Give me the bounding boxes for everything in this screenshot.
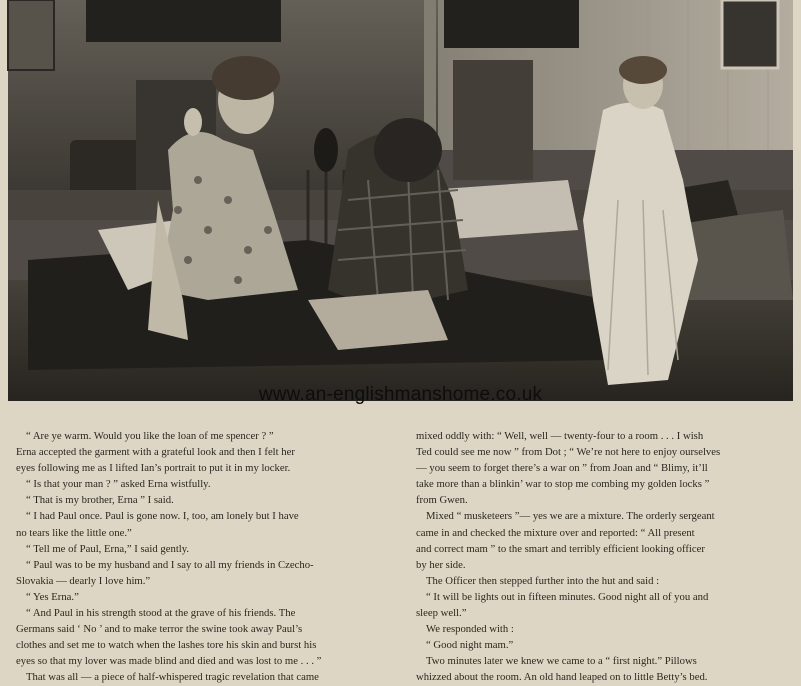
paragraph-line: “ Yes Erna.” bbox=[26, 590, 79, 603]
paragraph-line: by her side. bbox=[416, 558, 466, 571]
paragraph-line: “ Tell me of Paul, Erna,” I said gently. bbox=[26, 542, 190, 555]
paragraph-line: Erna accepted the garment with a grateful look and then I felt her bbox=[16, 446, 295, 459]
paragraph-line: from Gwen. bbox=[416, 494, 468, 507]
paragraph-line: came in and checked the mixture over and reported: “ All present bbox=[416, 526, 695, 539]
paragraph-line: Germans said ‘ No ’ and to make terror the swine took away Paul’s bbox=[16, 623, 303, 636]
paragraph-line: That was all — a piece of half-whispered tragic revelation that came bbox=[26, 671, 319, 684]
paragraph-line: Slovakia — dearly I love him.” bbox=[16, 574, 151, 587]
paragraph-line: no tears like the little one.” bbox=[16, 526, 132, 539]
paragraph-line: “ And Paul in his strength stood at the grave of his friends. The bbox=[26, 607, 296, 620]
paragraph-line: “ It will be lights out in fifteen minutes. Good night all of you and bbox=[426, 590, 709, 603]
paragraph-line: take more than a blinkin’ war to stop me combing my golden locks ” bbox=[416, 478, 710, 491]
photograph bbox=[8, 0, 793, 401]
paragraph-line: eyes so that my lover was made blind and died and was lost to me . . . ” bbox=[16, 655, 322, 668]
paragraph-line: “ Is that your man ? ” asked Erna wistfully. bbox=[26, 478, 211, 491]
paragraph-line: “ Paul was to be my husband and I say to all my friends in Czecho- bbox=[26, 558, 314, 571]
watermark-url: www.an-englishmanshome.co.uk bbox=[258, 384, 543, 405]
paragraph-line: The Officer then stepped further into the hut and said : bbox=[426, 574, 660, 587]
paragraph-line: Ted could see me now ” from Dot ; “ We’re not here to enjoy ourselves bbox=[416, 446, 721, 459]
left-column bbox=[16, 428, 394, 684]
paragraph-line: whizzed about the room. An old hand leaped on to little Betty’s bed. bbox=[416, 671, 708, 684]
paragraph-line: “ That is my brother, Erna ” I said. bbox=[26, 494, 174, 507]
paragraph-line: eyes following me as I lifted Ian’s portrait to put it in my locker. bbox=[16, 462, 291, 475]
paragraph-line: mixed oddly with: “ Well, well — twenty-four to a room . . . I wish bbox=[416, 430, 704, 442]
paragraph-line: “ Are ye warm. Would you like the loan of me spencer ? ” bbox=[26, 430, 274, 442]
right-column bbox=[416, 428, 794, 684]
paragraph-line: Two minutes later we knew we came to a “ first night.” Pillows bbox=[426, 655, 697, 668]
article-body bbox=[16, 428, 794, 684]
paragraph-line: “ I had Paul once. Paul is gone now. I, too, am lonely but I have bbox=[26, 510, 299, 523]
paragraph-line: clothes and set me to watch when the lashes tore his skin and burst his bbox=[16, 639, 317, 652]
paragraph-line: We responded with : bbox=[426, 623, 514, 636]
paragraph-line: Mixed “ musketeers ”— yes we are a mixture. The orderly sergeant bbox=[426, 510, 715, 523]
barracks-scene-image bbox=[8, 0, 793, 401]
paragraph-line: “ Good night mam.” bbox=[426, 639, 514, 652]
paragraph-line: sleep well.” bbox=[416, 607, 467, 620]
paragraph-line: — you seem to forget there’s a war on ” from Joan and “ Blimy, it’ll bbox=[416, 462, 708, 475]
paragraph-line: and correct mam ” to the smart and terribly efficient looking officer bbox=[416, 542, 705, 555]
